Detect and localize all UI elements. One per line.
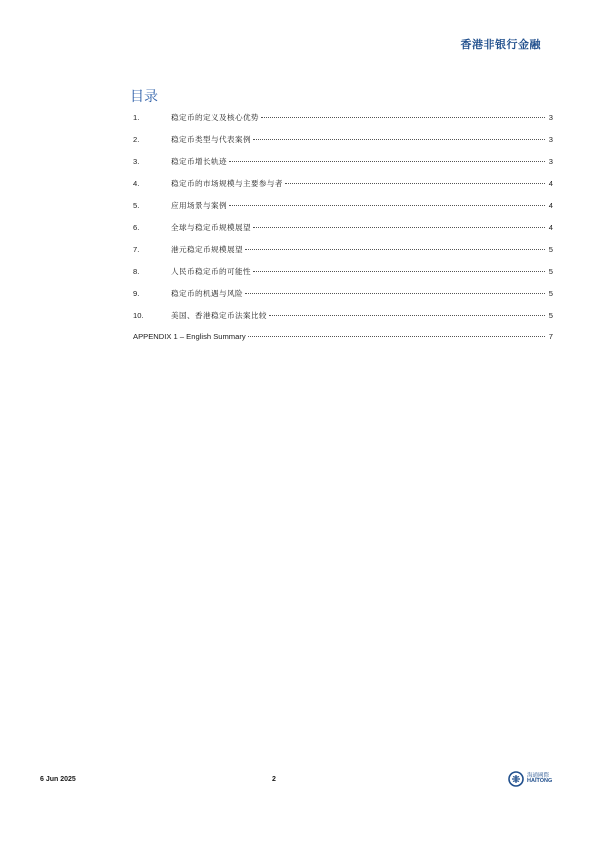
toc-entry-title: 稳定币类型与代表案例 [171, 135, 251, 144]
toc-entry-title: 美国、香港稳定币法案比较 [171, 311, 267, 320]
toc-entry-page: 4 [548, 201, 553, 210]
toc-entry-title: APPENDIX 1 – English Summary [133, 332, 246, 341]
toc-entry-page: 5 [548, 311, 553, 320]
toc-dot-leader [229, 205, 545, 206]
toc-entry-title: 稳定币的市场规模与主要参与者 [171, 179, 283, 188]
toc-entry-6[interactable] [133, 222, 553, 244]
toc-entry-number: 1. [133, 113, 140, 122]
toc-entry-title: 稳定币的定义及核心优势 [171, 113, 259, 122]
toc-entry-number: 6. [133, 223, 140, 232]
toc-entry-page: 3 [548, 135, 553, 144]
toc-entry-appendix[interactable] [133, 332, 553, 354]
toc-entry-10[interactable] [133, 310, 553, 332]
toc-entry-number: 5. [133, 201, 140, 210]
toc-dot-leader [245, 293, 545, 294]
report-series-title: 香港非银行金融 [460, 38, 541, 51]
haitong-logo-icon [508, 771, 524, 787]
toc-entry-number: 4. [133, 179, 140, 188]
toc-entry-page: 5 [548, 245, 553, 254]
toc-dot-leader [253, 271, 545, 272]
toc-entry-title: 人民币稳定币的可能性 [171, 267, 251, 276]
toc-entry-number: 7. [133, 245, 140, 254]
logo-wordmark [527, 774, 552, 785]
toc-entry-5[interactable] [133, 200, 553, 222]
toc-entry-title: 稳定币的机遇与风险 [171, 289, 243, 298]
toc-entry-8[interactable] [133, 266, 553, 288]
toc-dot-leader [253, 139, 545, 140]
toc-dot-leader [261, 117, 545, 118]
logo-text-english: HAITONG [527, 778, 553, 784]
toc-entry-number: 3. [133, 157, 140, 166]
toc-entry-page: 5 [548, 289, 553, 298]
toc-heading: 目录 [130, 89, 158, 105]
toc-entry-2[interactable] [133, 134, 553, 156]
toc-entry-number: 8. [133, 267, 140, 276]
toc-entry-1[interactable] [133, 112, 553, 134]
report-date: 6 Jun 2025 [40, 776, 76, 783]
toc-dot-leader [245, 249, 545, 250]
toc-entry-number: 10. [133, 311, 144, 320]
page-number: 2 [272, 776, 276, 783]
toc-entry-page: 3 [548, 113, 553, 122]
toc-entry-title: 全球与稳定币规模展望 [171, 223, 251, 232]
toc-entry-title: 稳定币增长轨迹 [171, 157, 227, 166]
toc-dot-leader [253, 227, 545, 228]
toc-entry-page: 4 [548, 223, 553, 232]
logo-text-chinese: 海通國際 [527, 772, 550, 779]
toc-entry-title: 应用场景与案例 [171, 201, 227, 210]
toc-entry-9[interactable] [133, 288, 553, 310]
toc-entry-4[interactable] [133, 178, 553, 200]
haitong-logo [508, 771, 552, 787]
toc-dot-leader [248, 336, 545, 337]
toc-entry-page: 4 [548, 179, 553, 188]
toc-entry-title: 港元稳定币规模展望 [171, 245, 243, 254]
toc-entry-7[interactable] [133, 244, 553, 266]
toc-entry-number: 9. [133, 289, 140, 298]
toc-entry-number: 2. [133, 135, 140, 144]
toc-entry-page: 3 [548, 157, 553, 166]
toc-entry-page: 5 [548, 267, 553, 276]
toc-dot-leader [269, 315, 545, 316]
toc-dot-leader [229, 161, 545, 162]
table-of-contents [133, 112, 553, 354]
toc-dot-leader [285, 183, 545, 184]
toc-entry-page: 7 [548, 332, 553, 341]
toc-entry-3[interactable] [133, 156, 553, 178]
